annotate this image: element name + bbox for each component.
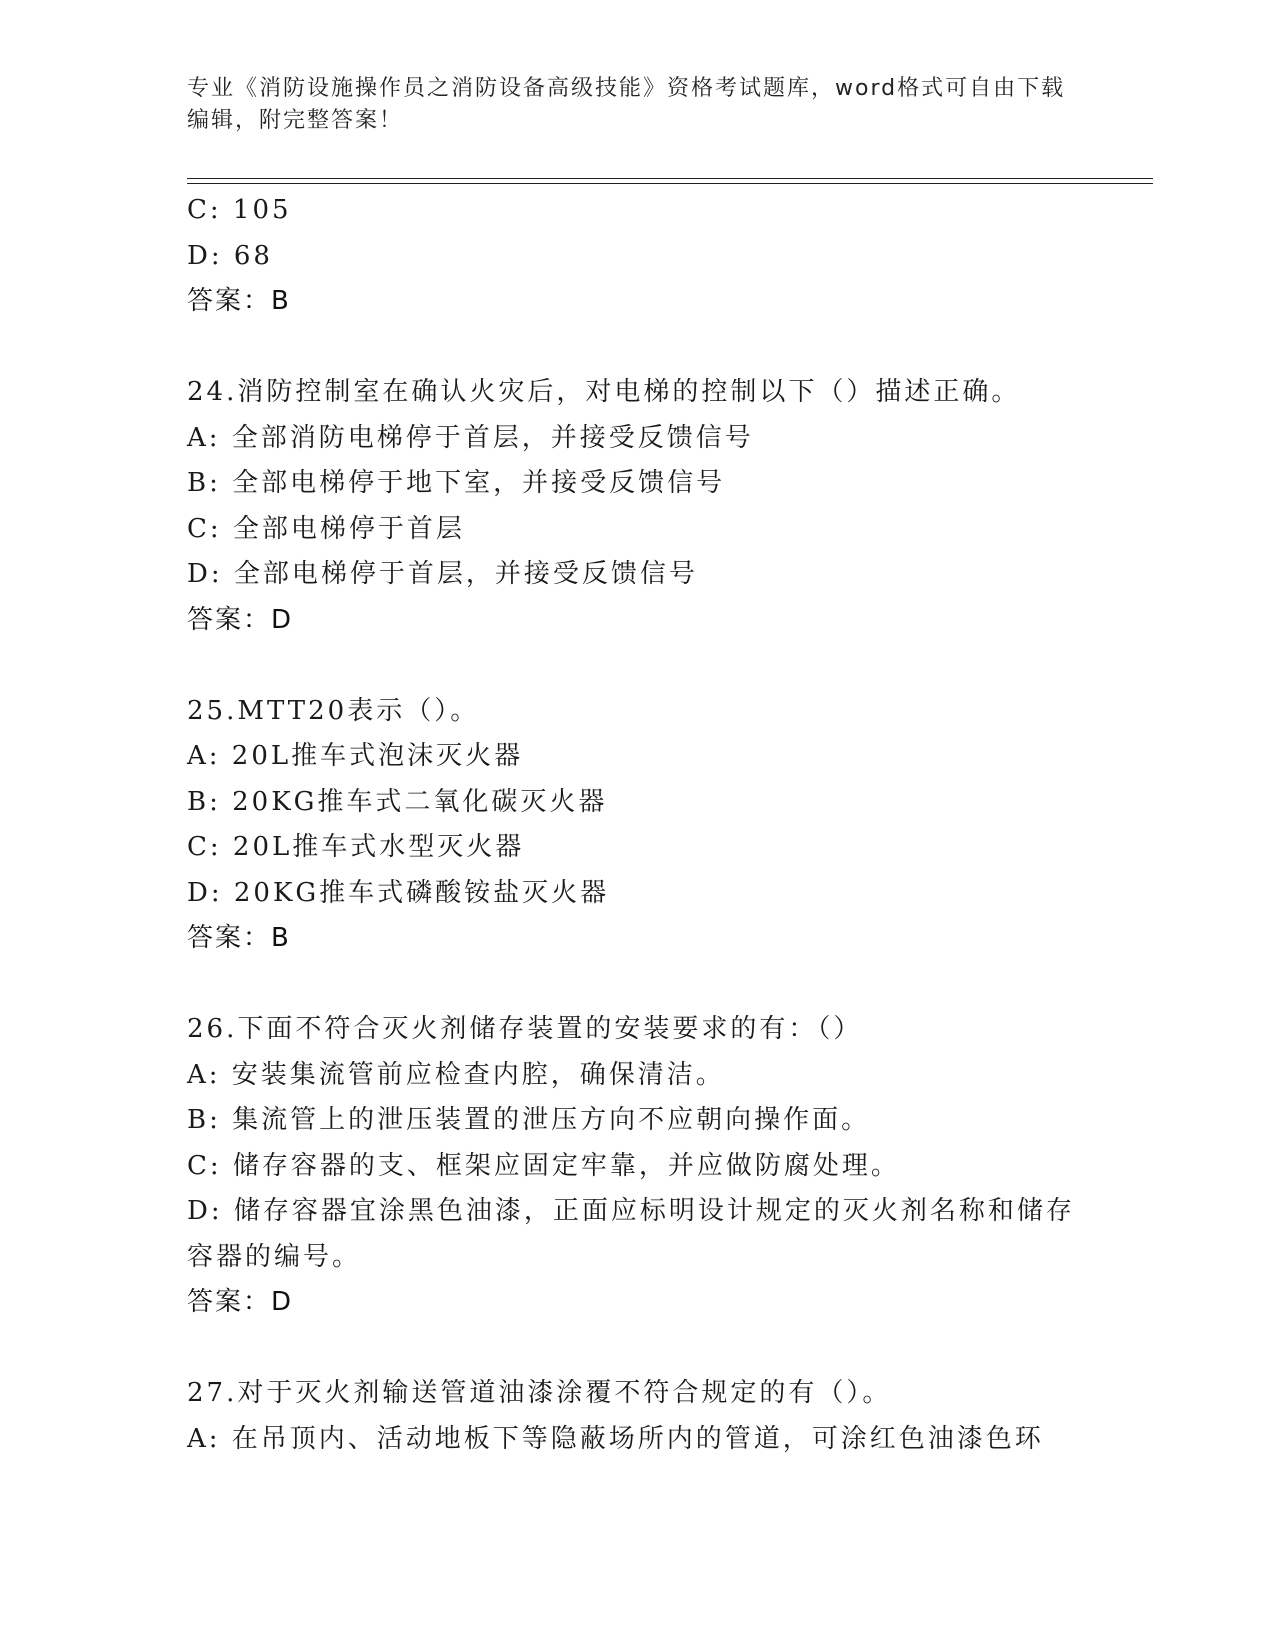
question-27 bbox=[187, 1371, 1087, 1462]
answer-line: 答案：D bbox=[187, 1287, 294, 1317]
option-d: D: 20KG推车式磷酸铵盐灭火器 bbox=[187, 877, 610, 908]
question-stem: 27.对于灭火剂输送管道油漆涂覆不符合规定的有（）。 bbox=[187, 1378, 892, 1408]
question-stem: 26.下面不符合灭火剂储存装置的安装要求的有：（） bbox=[187, 1014, 863, 1044]
option-a: A: 安装集流管前应检查内腔，确保清洁。 bbox=[187, 1059, 725, 1090]
option-a: A: 全部消防电梯停于首层，并接受反馈信号 bbox=[187, 422, 754, 453]
previous-question-tail bbox=[187, 188, 1087, 325]
answer-line: 答案：B bbox=[187, 286, 291, 316]
spacer bbox=[187, 325, 1087, 371]
option-b: B: 全部电梯停于地下室，并接受反馈信号 bbox=[187, 468, 726, 498]
question-25 bbox=[187, 689, 1087, 962]
document-header: 专业《消防设施操作员之消防设备高级技能》资格考试题库，word格式可自由下载编辑，附完整答案！ bbox=[187, 76, 1066, 133]
question-stem: 25.MTT20表示（）。 bbox=[187, 695, 480, 726]
option-a: A: 20L推车式泡沫灭火器 bbox=[187, 741, 524, 771]
option-b: B: 集流管上的泄压装置的泄压方向不应朝向操作面。 bbox=[187, 1105, 871, 1135]
option-a: A: 在吊顶内、活动地板下等隐蔽场所内的管道，可涂红色油漆色环 bbox=[187, 1423, 1044, 1454]
question-26 bbox=[187, 1007, 1087, 1326]
option-b: B: 20KG推车式二氧化碳灭火器 bbox=[187, 786, 608, 817]
spacer bbox=[187, 1326, 1087, 1372]
option-c: C: 105 bbox=[187, 195, 292, 225]
answer-line: 答案：D bbox=[187, 604, 294, 635]
spacer bbox=[187, 962, 1087, 1008]
option-d: D: 储存容器宜涂黑色油漆，正面应标明设计规定的灭火剂名称和储存容器的编号。 bbox=[187, 1196, 1075, 1272]
header-rule-bottom bbox=[187, 183, 1153, 184]
question-24 bbox=[187, 370, 1087, 643]
header-rule-top bbox=[187, 178, 1153, 179]
answer-line: 答案：B bbox=[187, 923, 291, 953]
option-d: D: 68 bbox=[187, 240, 273, 271]
option-c: C: 20L推车式水型灭火器 bbox=[187, 832, 525, 862]
option-d: D: 全部电梯停于首层，并接受反馈信号 bbox=[187, 559, 698, 589]
option-c: C: 储存容器的支、框架应固定牢靠，并应做防腐处理。 bbox=[187, 1150, 900, 1181]
question-content bbox=[187, 188, 1087, 1462]
question-stem: 24.消防控制室在确认火灾后，对电梯的控制以下（）描述正确。 bbox=[187, 377, 1021, 407]
option-c: C: 全部电梯停于首层 bbox=[187, 513, 465, 544]
spacer bbox=[187, 643, 1087, 689]
